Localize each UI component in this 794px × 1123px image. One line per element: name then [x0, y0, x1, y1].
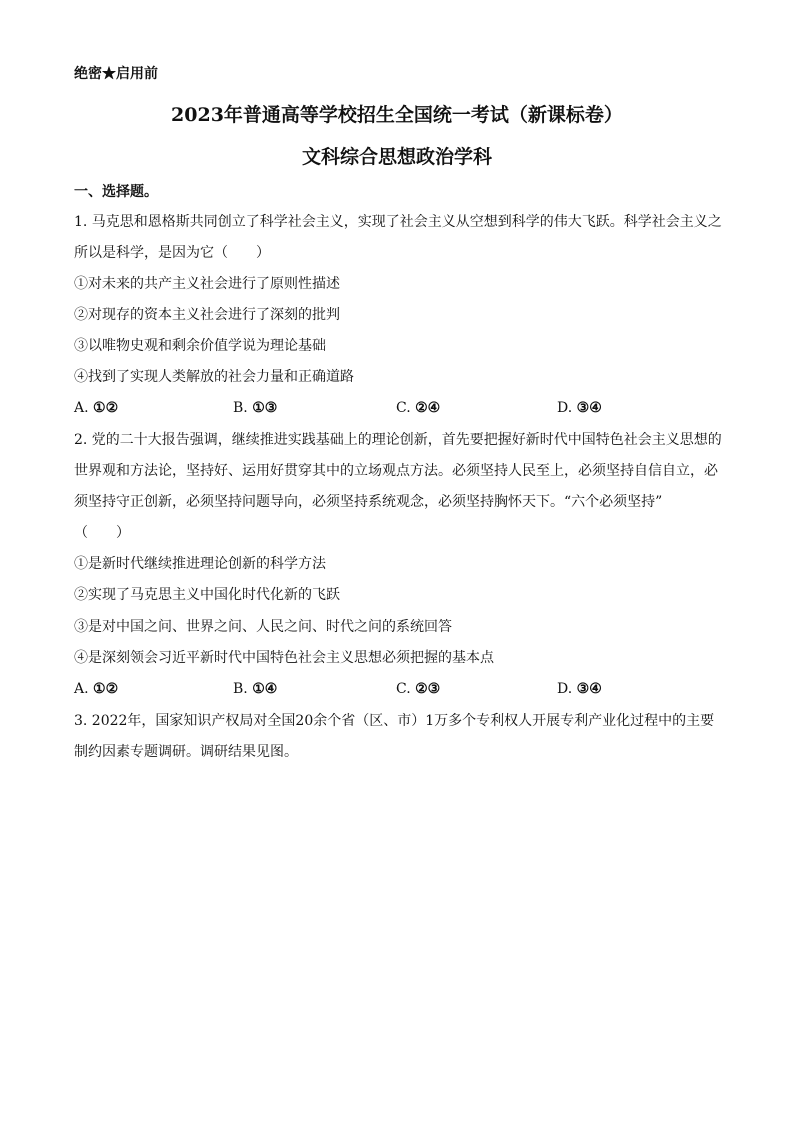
- confidential-mark: 绝密★启用前: [74, 66, 158, 82]
- q1-item: ③以唯物史观和剩余价值学说为理论基础: [74, 338, 326, 354]
- q1-option-b: B. ①③: [233, 400, 278, 416]
- q3-stem-line: 制约因素专题调研。调研结果见图。: [74, 744, 298, 760]
- q2-option-b: B. ①④: [233, 681, 278, 697]
- section-heading: 一、选择题。: [74, 184, 158, 200]
- q1-option-c: C. ②④: [396, 400, 441, 416]
- q1-item: ①对未来的共产主义社会进行了原则性描述: [74, 276, 340, 292]
- q2-item: ②实现了马克思主义中国化时代化新的飞跃: [74, 587, 340, 603]
- exam-title: 2023年普通高等学校招生全国统一考试（新课标卷）: [171, 104, 623, 126]
- q2-stem-line: 世界观和方法论，坚持好、运用好贯穿其中的立场观点方法。必须坚持人民至上，必须坚持自信自立，必: [74, 463, 718, 479]
- q3-stem-line: 3. 2022年，国家知识产权局对全国20余个省（区、市）1万多个专利权人开展专利产业化过程中的主要: [74, 713, 715, 729]
- q1-option-d: D. ③④: [557, 400, 602, 416]
- q2-stem-line: （ ）: [74, 525, 130, 541]
- q2-item: ①是新时代继续推进理论创新的科学方法: [74, 556, 326, 572]
- q1-option-a: A. ①②: [74, 400, 119, 416]
- q1-stem-line: 1. 马克思和恩格斯共同创立了科学社会主义，实现了社会主义从空想到科学的伟大飞跃。科学社会主义之: [74, 214, 722, 230]
- q2-option-d: D. ③④: [557, 681, 602, 697]
- q2-option-c: C. ②③: [396, 681, 441, 697]
- q2-option-a: A. ①②: [74, 681, 119, 697]
- q1-stem-line: 所以是科学，是因为它（ ）: [74, 245, 270, 261]
- q1-item: ②对现存的资本主义社会进行了深刻的批判: [74, 307, 340, 323]
- q2-stem-line: 须坚持守正创新，必须坚持问题导向，必须坚持系统观念，必须坚持胸怀天下。“六个必须坚持”: [74, 494, 663, 510]
- q2-item: ④是深刻领会习近平新时代中国特色社会主义思想必须把握的基本点: [74, 650, 494, 666]
- q2-stem-line: 2. 党的二十大报告强调，继续推进实践基础上的理论创新，首先要把握好新时代中国特色社会主义思想的: [74, 432, 722, 448]
- exam-subtitle: 文科综合思想政治学科: [301, 146, 492, 168]
- q2-item: ③是对中国之问、世界之问、人民之问、时代之问的系统回答: [74, 619, 452, 635]
- q1-item: ④找到了实现人类解放的社会力量和正确道路: [74, 369, 354, 385]
